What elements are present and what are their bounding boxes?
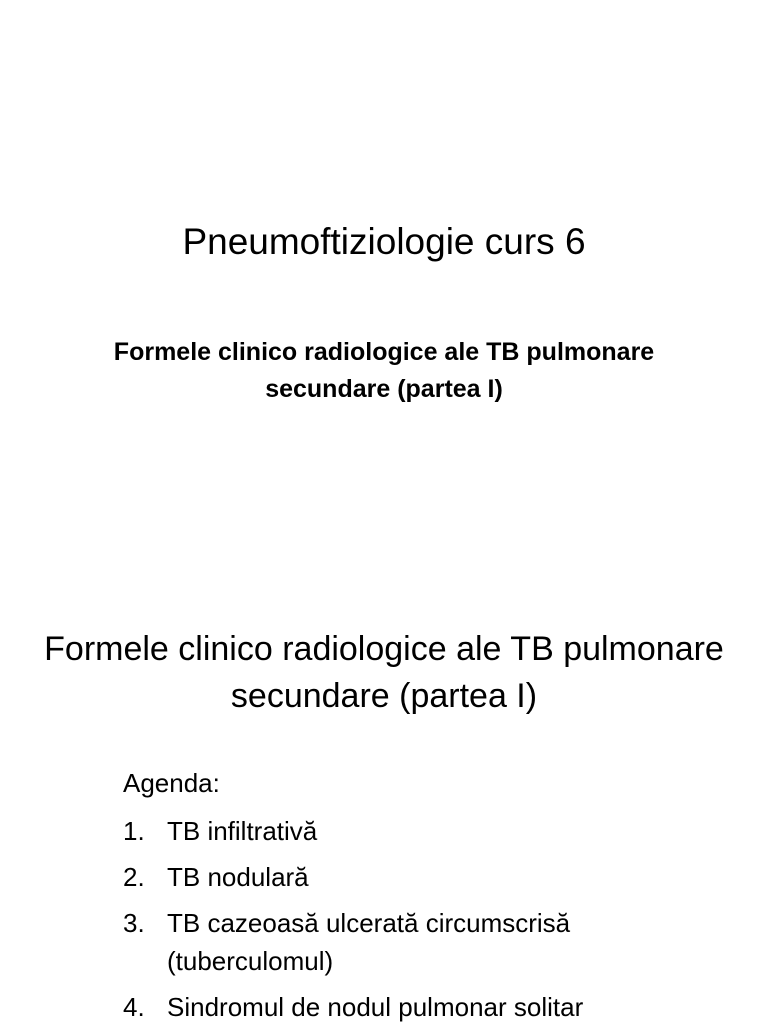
agenda-slide bbox=[0, 560, 768, 1024]
list-item-number: 1. bbox=[123, 816, 145, 846]
agenda-list bbox=[123, 812, 683, 1034]
agenda-label: Agenda: bbox=[123, 768, 220, 798]
list-item-text: TB nodulară bbox=[167, 862, 309, 892]
list-item bbox=[123, 904, 683, 980]
list-item-text: Sindromul de nodul pulmonar solitar bbox=[167, 992, 584, 1022]
list-item bbox=[123, 858, 683, 896]
list-item bbox=[123, 988, 683, 1026]
slide-subtitle: Formele clinico radiologice ale TB pulmonare secundare (partea I) bbox=[113, 338, 655, 403]
list-item-text: TB infiltrativă bbox=[167, 816, 318, 846]
list-item bbox=[123, 812, 683, 850]
list-item-text: TB cazeoasă ulcerată circumscrisă (tuberculomul) bbox=[167, 908, 571, 976]
list-item-number: 4. bbox=[123, 992, 145, 1022]
list-item-number: 3. bbox=[123, 908, 145, 938]
list-item-number: 2. bbox=[123, 862, 145, 892]
slide-title: Pneumoftiziologie curs 6 bbox=[182, 221, 586, 262]
agenda-slide-title: Formele clinico radiologice ale TB pulmonare secundare (partea I) bbox=[44, 630, 724, 715]
